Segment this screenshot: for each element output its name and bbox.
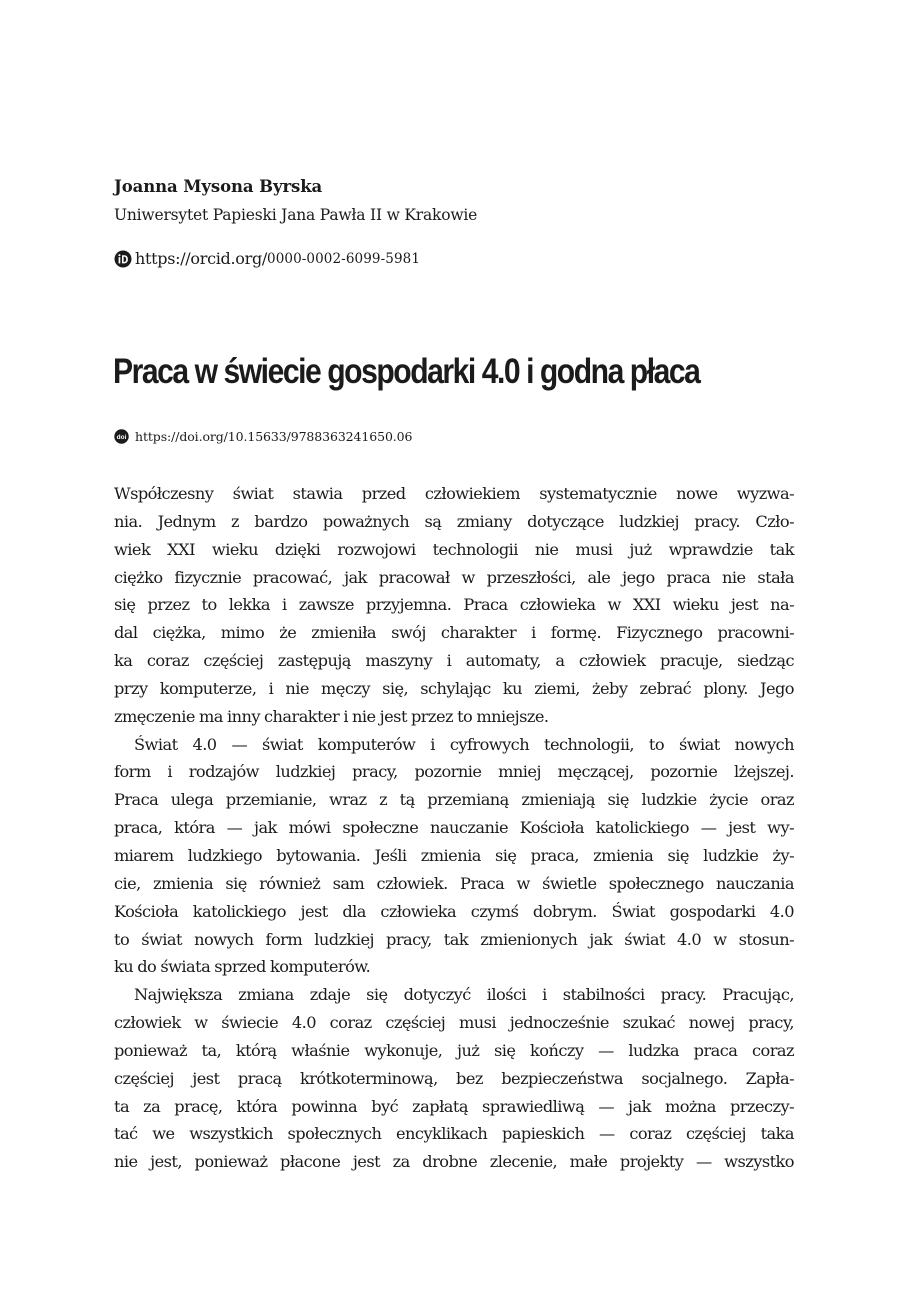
text-line: ku do świata sprzed komputerów. (114, 957, 371, 977)
text-line: to świat nowych form ludzkiej pracy, tak zmienionych jak świat 4.0 w stosun- (114, 929, 794, 949)
body-text (114, 480, 794, 1176)
orcid-prefix: https://orcid.org/ (135, 249, 267, 268)
text-line: cie, zmienia się również sam człowiek. Praca w świetle społecznego nauczania (114, 873, 794, 893)
text-line: Świat 4.0 — świat komputerów i cyfrowych technologii, to świat nowych (134, 734, 794, 754)
text-line: miarem ludzkiego bytowania. Jeśli zmienia się praca, zmienia się ludzkie ży- (114, 845, 794, 865)
text-line: nia. Jednym z bardzo poważnych są zmiany dotyczące ludzkiej pracy. Czło- (114, 511, 794, 531)
text-line: nie jest, ponieważ płacone jest za drobne zlecenie, małe projekty — wszystko (114, 1152, 794, 1172)
author-affiliation: Uniwersytet Papieski Jana Pawła II w Krakowie (114, 206, 478, 224)
paragraph-3 (114, 981, 794, 1176)
text-line: zmęczenie ma inny charakter i nie jest przez to mniejsze. (114, 706, 549, 726)
text-line: ka coraz częściej zastępują maszyny i automaty, a człowiek pracuje, siedząc (114, 651, 794, 671)
svg-text:doi: doi (116, 434, 127, 441)
author-name: Joanna Mysona Byrska (114, 177, 323, 196)
orcid-id: 0000-0002-6099-5981 (267, 250, 421, 267)
doi-icon (114, 429, 129, 444)
paragraph-1 (114, 480, 794, 731)
text-line: człowiek w świecie 4.0 coraz częściej musi jednocześnie szukać nowej pracy, (114, 1013, 794, 1033)
text-line: ta za pracę, która powinna być zapłatą sprawiedliwą — jak można przeczy- (114, 1096, 794, 1116)
text-line: się przez to lekka i zawsze przyjemna. Praca człowieka w XXI wieku jest na- (114, 595, 794, 615)
text-line: Praca ulega przemianie, wraz z tą przemianą zmieniają się ludzkie życie oraz (114, 790, 794, 810)
text-line: form i rodzajów ludzkiej pracy, pozornie mniej męczącej, pozornie lżejszej. (114, 762, 794, 782)
text-line: ponieważ ta, którą właśnie wykonuje, już się kończy — ludzka praca coraz (114, 1040, 794, 1060)
doi-url: https://doi.org/10.15633/9788363241650.06 (135, 429, 413, 444)
text-line: przy komputerze, i nie męczy się, schylając ku ziemi, żeby zebrać plony. Jego (114, 678, 794, 698)
orcid-icon (114, 250, 132, 268)
text-line: częściej jest pracą krótkoterminową, bez bezpieczeństwa socjalnego. Zapła- (114, 1068, 794, 1088)
text-line: dal ciężka, mimo że zmieniła swój charakter i formę. Fizycznego pracowni- (114, 623, 794, 643)
text-line: Współczesny świat stawia przed człowiekiem systematycznie nowe wyzwa- (114, 484, 794, 503)
text-line: tać we wszystkich społecznych encyklikach papieskich — coraz częściej taka (114, 1124, 794, 1144)
text-line: ciężko fizycznie pracować, jak pracował w przeszłości, ale jego praca nie stała (114, 567, 794, 587)
orcid-link[interactable] (114, 249, 420, 268)
text-line: Największa zmiana zdaje się dotyczyć ilości i stabilności pracy. Pracując, (134, 985, 794, 1005)
paragraph-2 (114, 731, 794, 982)
text-line: praca, która — jak mówi społeczne nauczanie Kościoła katolickiego — jest wy- (114, 818, 794, 838)
article-title: Praca w świecie gospodarki 4.0 i godna płaca (113, 352, 700, 391)
text-line: Kościoła katolickiego jest dla człowieka czymś dobrym. Świat gospodarki 4.0 (114, 901, 794, 921)
text-line: wiek XXI wieku dzięki rozwojowi technologii nie musi już wprawdzie tak (114, 539, 794, 559)
doi-link[interactable] (114, 429, 412, 444)
